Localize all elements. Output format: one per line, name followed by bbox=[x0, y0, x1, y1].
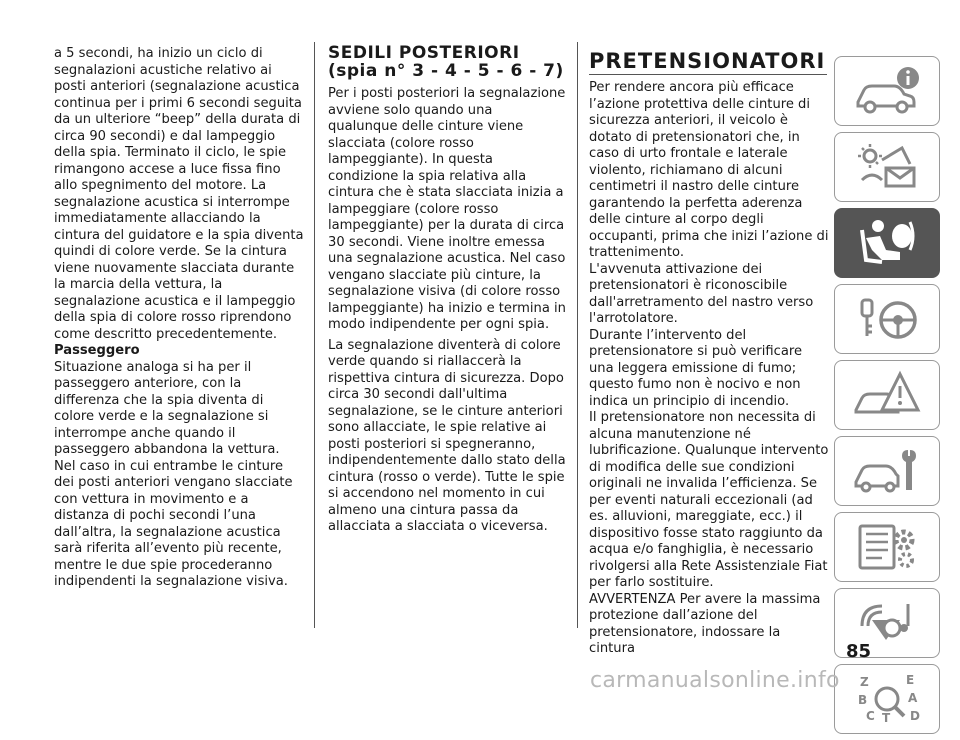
paragraph-pt-3: Durante l’intervento del pretensionatore si può verificare una leggera emissione di fumo; questo fumo non è nocivo e non indica un principio di incendio. bbox=[589, 327, 803, 409]
tab-emergency[interactable] bbox=[834, 360, 940, 430]
paragraph-rear-1: Per i posti posteriori la segnalazione avviene solo quando una qualunque delle cinture viene slacciata (colore rosso lampeggiante). In questa condizione la spia relativa alla cintura che è stata slacciata inizia a lampeggiare (colore rosso lampeggiante) per la durata di circa 30 secondi. Viene inoltre emessa una segnalazione acustica. Nel caso vengano slacciate più cinture, la segnalazione visiva (di colore rosso lampeggiante) ha inizio e termina in modo indipendente per ogni spia. bbox=[328, 86, 566, 332]
index-letter-c: C bbox=[866, 709, 875, 723]
airbag-seat-icon bbox=[852, 216, 922, 270]
column-divider bbox=[314, 42, 315, 628]
paragraph-both-belts: Nel caso in cui entrambe le cinture dei posti anteriori vengano slacciate con vettura in movimento e a distanza di pochi secondi l’una dall’altra, la segnalazione acustica sarà riferita all’evento più recente, mentre le due spie procederanno indipendenti la segnalazione visiva. bbox=[54, 458, 293, 589]
title-rule bbox=[589, 74, 827, 75]
paragraph-pt-1: Per rendere ancora più efficace l’azione protettiva delle cinture di sicurezza anteriori, il veicolo è dotato di pretensionatori che, in caso di urto frontale e laterale violento, richiamano di alcuni centimetri il nastro delle cinture garantendo la perfetta aderenza delle cinture al corpo degli occupanti, prima che inizi l’azione di trattenimento. bbox=[589, 80, 829, 260]
tab-dashboard[interactable] bbox=[834, 132, 940, 202]
column-divider bbox=[577, 42, 578, 628]
paragraph-pt-2: L'avvenuta attivazione dei pretensionatori è riconoscibile dall'arretramento del nastro verso l'arrotolatore. bbox=[589, 261, 814, 326]
index-letter-b: B bbox=[858, 693, 868, 707]
tab-maintenance[interactable] bbox=[834, 436, 940, 506]
car-info-icon bbox=[852, 64, 922, 118]
column-pretensioners bbox=[589, 80, 829, 658]
subheading-passenger: Passeggero bbox=[54, 343, 140, 358]
index-letter-a: A bbox=[908, 691, 918, 705]
section-title-pretensioners: PRETENSIONATORI bbox=[589, 49, 826, 73]
paragraph-rear-2: La segnalazione diventerà di colore verde quando si riallaccerà la rispettiva cintura di sicurezza. Dopo circa 30 secondi dall'ultima segnalazione, se le cinture anteriori sono allacciate, le spie relative ai posti posteriori si spegneranno, indipendentemente dallo stato della cintura (rosso o verde). Tutte le spie si accendono nel momento in cui almeno una cintura passa da allacciata a slacciata o viceversa. bbox=[328, 337, 566, 534]
tab-index[interactable] bbox=[834, 664, 940, 734]
watermark: carmanualsonline.info bbox=[590, 668, 840, 693]
index-letter-d: D bbox=[910, 709, 920, 723]
tab-starting-driving[interactable] bbox=[834, 284, 940, 354]
chapter-tabs bbox=[834, 56, 942, 740]
tab-technical-data[interactable] bbox=[834, 512, 940, 582]
column-rear-seats bbox=[328, 44, 566, 536]
index-letters-icon bbox=[852, 672, 922, 726]
emergency-triangle-icon bbox=[852, 368, 922, 422]
tab-safety[interactable] bbox=[834, 208, 940, 278]
section-title-line1: SEDILI POSTERIORI bbox=[328, 43, 520, 63]
key-steering-icon bbox=[852, 292, 922, 346]
paragraph-pt-5: AVVERTENZA Per avere la massima protezione dall’azione del pretensionatore, indossare la cintura bbox=[589, 591, 821, 656]
index-letter-t: T bbox=[882, 711, 891, 725]
specs-gear-icon bbox=[852, 520, 922, 574]
paragraph-intro: a 5 secondi, ha inizio un ciclo di segnalazioni acustiche relativo ai posti anteriori (segnalazione acustica continua per i primi 6 secondi seguita da un ulteriore “beep” della durata di circa 90 secondi) e dal lampeggio della spia. Terminato il ciclo, le spie rimangono accese a luce fissa fino allo spegnimento del motore. La segnalazione acustica si interrompe immediatamente allacciando la cintura del guidatore e la spia diventa quindi di colore verde. Se la cintura viene nuovamente slacciata durante la marcia della vettura, la segnalazione acustica e il lampeggio della spia di colore rosso riprendono come descritto precedentemente. bbox=[54, 46, 304, 342]
section-title-line2: (spia n° 3 - 4 - 5 - 6 - 7) bbox=[328, 61, 564, 81]
column-seat-belt-front bbox=[54, 46, 304, 591]
index-letter-e: E bbox=[906, 673, 915, 687]
dashboard-warning-icon bbox=[852, 140, 922, 194]
paragraph-pt-4: Il pretensionatore non necessita di alcuna manutenzione né lubrificazione. Qualunque intervento di modifica delle sue condizioni originali ne invalida l’efficienza. Se per eventi naturali eccezionali (ad es. alluvioni, mareggiate, ecc.) il dispositivo fosse stato raggiunto da acqua e/o fanghiglia, è necessario rivolgersi alla Rete Assistenziale Fiat per farlo sostituire. bbox=[589, 410, 829, 590]
tab-car-info[interactable] bbox=[834, 56, 940, 126]
section-title-rear-seats bbox=[328, 44, 566, 80]
paragraph-passenger: Situazione analoga si ha per il passeggero anteriore, con la differenza che la spia diventa di colore verde e la segnalazione si interrompe anche quando il passeggero abbandona la vettura. bbox=[54, 359, 280, 457]
page-number: 85 bbox=[846, 641, 872, 662]
index-letter-z: Z bbox=[860, 675, 869, 689]
car-wrench-icon bbox=[852, 444, 922, 498]
